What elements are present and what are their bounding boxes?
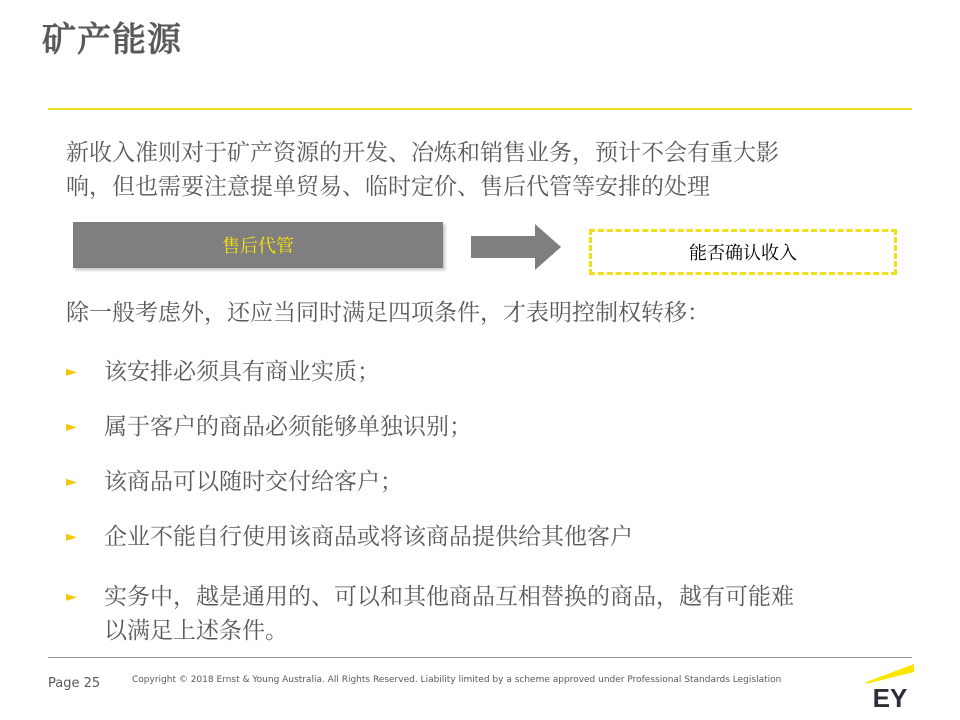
page-number: Page 25 — [48, 676, 101, 691]
intro-paragraph — [66, 136, 916, 204]
copyright-notice: Copyright © 2018 Ernst & Young Australia. All Rights Reserved. Liability limited by a scheme approved under Professional Standards Legislation — [132, 675, 782, 685]
bullet-text: 企业不能自行使用该商品或将该商品提供给其他客户 — [104, 524, 633, 550]
bullet-text-line-2: 以满足上述条件。 — [104, 618, 288, 644]
bullet-item — [66, 410, 916, 444]
condition-intro: 除一般考虑外，还应当同时满足四项条件，才表明控制权转移： — [66, 300, 710, 326]
bullet-item — [66, 520, 916, 554]
ey-logo-text: EY — [872, 683, 908, 710]
page-title: 矿产能源 — [42, 20, 182, 60]
flow-source-box — [73, 222, 443, 268]
bullet-arrow-icon: ► — [66, 474, 77, 490]
bullet-arrow-icon: ► — [66, 529, 77, 545]
bullet-arrow-icon: ► — [66, 364, 77, 380]
right-arrow-icon — [471, 224, 561, 270]
bullet-item — [66, 355, 916, 389]
bullet-text: 该安排必须具有商业实质； — [104, 359, 380, 385]
title-divider — [48, 108, 912, 110]
intro-line-2: 响，但也需要注意提单贸易、临时定价、售后代管等安排的处理 — [66, 174, 710, 200]
bullet-text: 该商品可以随时交付给客户； — [104, 469, 403, 495]
flow-target-box — [589, 229, 897, 275]
bullet-arrow-icon: ► — [66, 589, 77, 605]
bullet-text-line-1: 实务中，越是通用的、可以和其他商品互相替换的商品，越有可能难 — [104, 584, 794, 610]
bullet-arrow-icon: ► — [66, 419, 77, 435]
ey-logo — [866, 660, 914, 710]
footer-divider — [48, 657, 912, 658]
bullet-item — [66, 465, 916, 499]
bullet-item — [66, 580, 916, 648]
bullet-text: 属于客户的商品必须能够单独识别； — [104, 414, 472, 440]
intro-line-1: 新收入准则对于矿产资源的开发、冶炼和销售业务，预计不会有重大影 — [66, 140, 779, 166]
flow-source-label: 售后代管 — [222, 236, 294, 257]
flow-target-label: 能否确认收入 — [689, 243, 797, 264]
